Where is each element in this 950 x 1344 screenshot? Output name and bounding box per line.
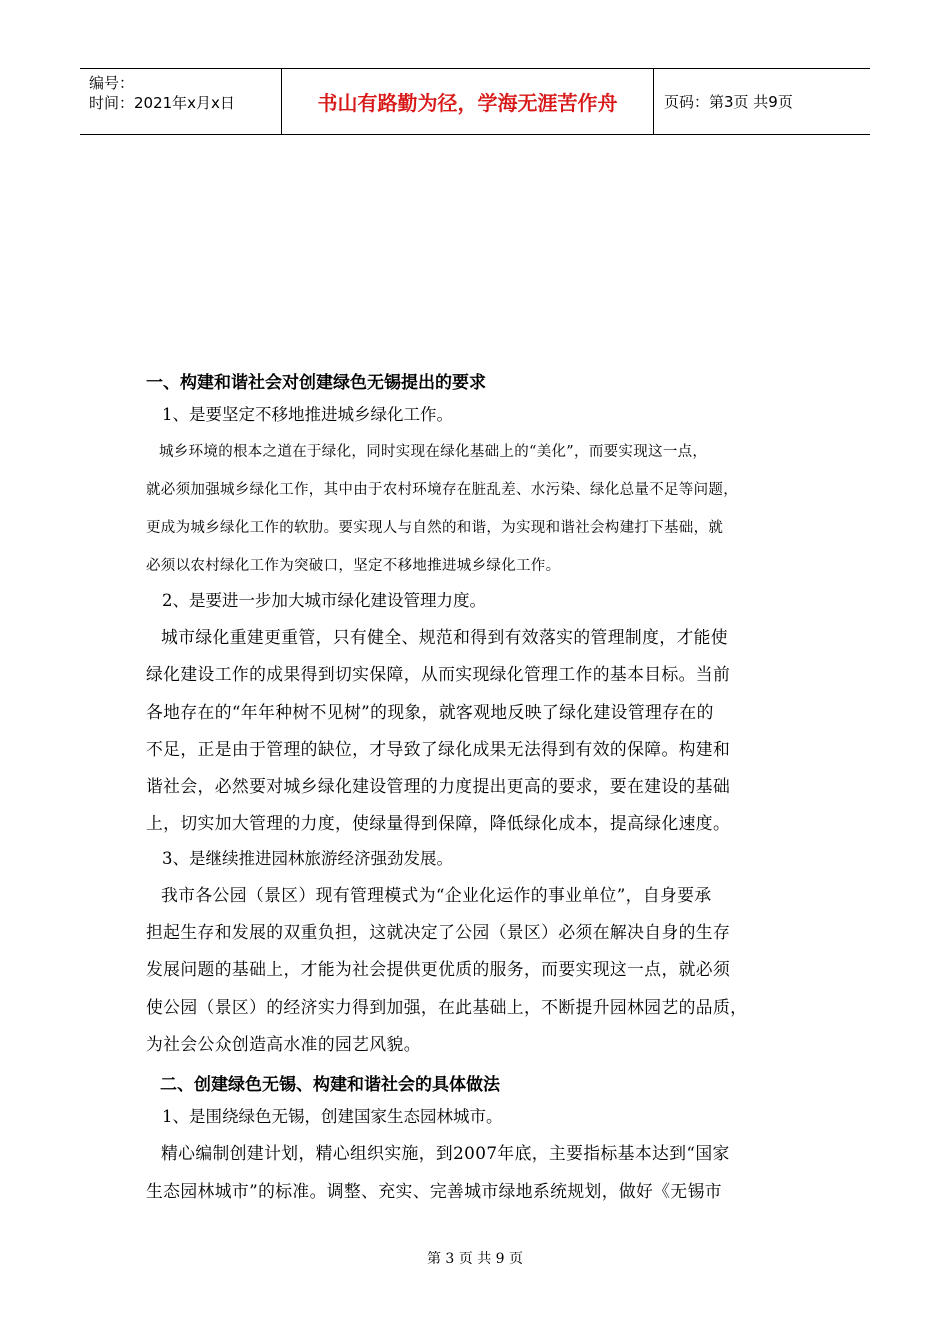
section-2-title: 二、创建绿色无锡、构建和谐社会的具体做法 [160,1075,500,1096]
paragraph-line: 为社会公众创造高水准的园艺风貌。 [146,1033,421,1054]
paragraph-line: 谐社会，必然要对城乡绿化建设管理的力度提出更高的要求，要在建设的基础 [146,776,731,797]
paragraph-line: 使公园（景区）的经济实力得到加强，在此基础上，不断提升园林园艺的品质， [146,996,748,1017]
paragraph-line: 发展问题的基础上，才能为社会提供更优质的服务，而要实现这一点，就必须 [146,959,731,980]
paragraph-line: 更成为城乡绿化工作的软肋。要实现人与自然的和谐，为实现和谐社会构建打下基础，就 [146,520,724,536]
paragraph-line: 担起生存和发展的双重负担，这就决定了公园（景区）必须在解决自身的生存 [146,922,731,943]
page-header [80,68,870,135]
paragraph-line: 生态园林城市”的标准。调整、充实、完善城市绿地系统规划，做好《无锡市 [146,1180,722,1201]
paragraph-line: 绿化建设工作的成果得到切实保障，从而实现绿化管理工作的基本目标。当前 [146,664,731,685]
paragraph-line: 必须以农村绿化工作为突破口，坚定不移地推进城乡绿化工作。 [146,558,561,574]
header-motto: 书山有路勤为径，学海无涯苦作舟 [281,69,654,134]
section-1-item-1-paragraph [146,433,811,585]
section-1-item-2-paragraph [146,619,811,843]
paragraph-line: 各地存在的“年年种树不见树”的现象，就客观地反映了绿化建设管理存在的 [146,701,714,722]
paragraph-line: 城市绿化重建更重管，只有健全、规范和得到有效落实的管理制度，才能使 [161,627,728,647]
section-1-item-3-heading: 3、是继续推进园林旅游经济强劲发展。 [162,848,453,868]
section-1-item-1-heading: 1、是要坚定不移地推进城乡绿化工作。 [162,405,453,424]
paragraph-line: 城乡环境的根本之道在于绿化，同时实现在绿化基础上的“美化”，而要实现这一点， [159,444,708,460]
document-date: 时间：2021年x月x日 [89,94,235,112]
section-2-item-1-heading: 1、是围绕绿色无锡，创建国家生态园林城市。 [162,1107,503,1127]
section-1-title: 一、构建和谐社会对创建绿色无锡提出的要求 [146,373,486,393]
section-1-item-3-paragraph [146,877,811,1063]
paragraph-line: 就必须加强城乡绿化工作，其中由于农村环境存在脏乱差、水污染、绿化总量不足等问题， [146,482,738,498]
page-footer: 第 3 页 共 9 页 [426,1251,524,1267]
header-page-info: 页码：第3页 共9页 [664,93,793,111]
header-meta [80,69,281,134]
document-number-label: 编号： [89,74,135,92]
paragraph-line: 我市各公园（景区）现有管理模式为“企业化运作的事业单位”，自身要承 [161,884,712,905]
document-body [146,371,811,1210]
paragraph-line: 不足，正是由于管理的缺位，才导致了绿化成果无法得到有效的保障。构建和 [146,738,731,759]
paragraph-line: 精心编制创建计划，精心组织实施，到2007年底，主要指标基本达到“国家 [161,1143,730,1164]
section-2-item-1-paragraph [146,1135,811,1210]
section-1-item-2-heading: 2、是要进一步加大城市绿化建设管理力度。 [162,591,486,610]
paragraph-line: 上，切实加大管理的力度，使绿量得到保障，降低绿化成本，提高绿化速度。 [146,813,731,834]
